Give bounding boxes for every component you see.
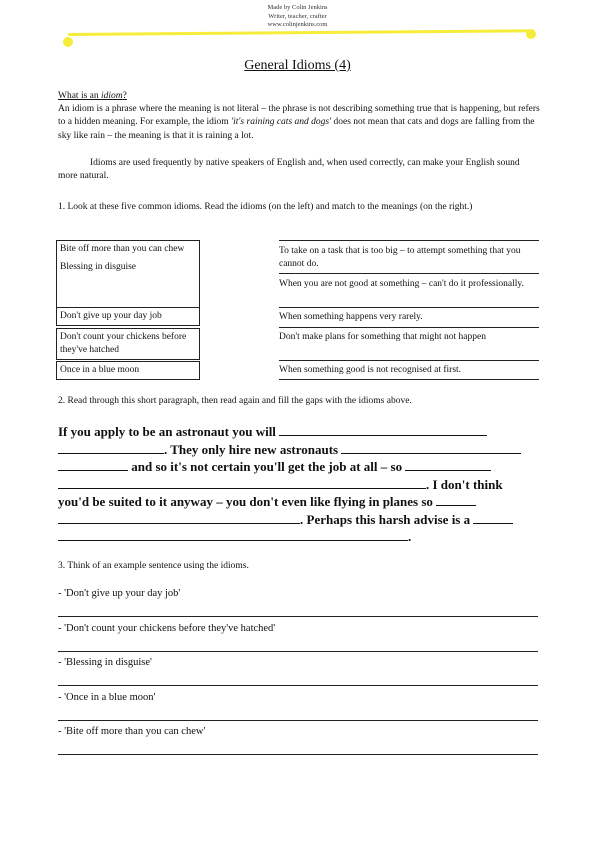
intro-paragraph: An idiom is a phrase where the meaning is not literal – the phrase is not describing something true that is happening, but refers to a hidden meaning. For example, the idiom 'it's raining cats and dogs' does not mean that cats and dogs are falling from the sky like rain – the meaning is that it is raining a lot. bbox=[58, 104, 540, 141]
sentence-prompt: - 'Blessing in disguise' bbox=[58, 657, 152, 668]
task1-instruction: 1. Look at these five common idioms. Read the idioms (on the left) and match to the meanings (on the right.) bbox=[58, 202, 473, 212]
meaning-divider bbox=[279, 273, 539, 274]
answer-line[interactable] bbox=[58, 754, 538, 755]
gap-fill-paragraph: If you apply to be an astronaut you will . They only hire new astronauts and so it's not certain you'll get the job at all – so . I don't think you'd be suited to it anyway – you don't even like flying in planes so . Perhaps this harsh advise is a . bbox=[58, 423, 540, 546]
sentence-prompt: - 'Don't give up your day job' bbox=[58, 588, 181, 599]
meaning-divider bbox=[279, 327, 539, 328]
idiom-item: Don't give up your day job bbox=[60, 311, 162, 321]
sentence-prompt: - 'Bite off more than you can chew' bbox=[58, 726, 206, 737]
intro-paragraph-2: Idioms are used frequently by native speakers of English and, when used correctly, can make your English sound more natural. bbox=[58, 158, 520, 182]
gap-blank[interactable] bbox=[58, 459, 128, 471]
header-accent-line bbox=[68, 29, 530, 36]
idiom-box-4 bbox=[56, 361, 200, 380]
credit-website: www.colinjenkins.com bbox=[267, 21, 328, 28]
idiom-box-2 bbox=[56, 307, 200, 326]
answer-line[interactable] bbox=[58, 685, 538, 686]
accent-dot-left bbox=[63, 37, 73, 47]
idiom-box-1 bbox=[56, 240, 200, 308]
intro-heading: What is an idiom? bbox=[58, 91, 127, 101]
gap-blank[interactable] bbox=[405, 459, 491, 471]
gap-blank[interactable] bbox=[279, 424, 487, 436]
credit-author: Made by Colin Jenkins bbox=[267, 4, 328, 11]
gap-blank[interactable] bbox=[58, 529, 408, 541]
idiom-item: Bite off more than you can chew bbox=[60, 244, 185, 254]
meaning-divider bbox=[279, 307, 539, 308]
credit-tagline: Writer, teacher, crafter bbox=[268, 12, 327, 20]
sentence-prompt: - 'Don't count your chickens before they've hatched' bbox=[58, 623, 276, 634]
meaning-divider bbox=[279, 240, 539, 241]
page-title: General Idioms (4) bbox=[244, 58, 351, 73]
gap-blank[interactable] bbox=[436, 494, 476, 506]
task3-instruction: 3. Think of an example sentence using the idioms. bbox=[58, 561, 249, 571]
meaning-item: When you are not good at something – can't do it professionally. bbox=[279, 279, 524, 289]
gap-blank[interactable] bbox=[473, 512, 513, 524]
meaning-divider bbox=[279, 379, 539, 380]
sentence-prompt: - 'Once in a blue moon' bbox=[58, 692, 156, 703]
accent-dot-right bbox=[526, 29, 536, 39]
gap-blank[interactable] bbox=[58, 512, 300, 524]
idiom-item: Once in a blue moon bbox=[60, 365, 140, 375]
meaning-item: To take on a task that is too big – to attempt something that you cannot do. bbox=[279, 246, 521, 269]
idiom-item: Don't count your chickens before they've hatched bbox=[60, 332, 187, 355]
answer-line[interactable] bbox=[58, 720, 538, 721]
task2-instruction: 2. Read through this short paragraph, then read again and fill the gaps with the idioms above. bbox=[58, 396, 412, 406]
meaning-item: When something good is not recognised at first. bbox=[279, 365, 462, 375]
meaning-item: Don't make plans for something that might not happen bbox=[279, 332, 486, 342]
meaning-item: When something happens very rarely. bbox=[279, 312, 423, 322]
answer-line[interactable] bbox=[58, 651, 538, 652]
idiom-item: Blessing in disguise bbox=[60, 262, 137, 272]
meaning-divider bbox=[279, 360, 539, 361]
gap-blank[interactable] bbox=[341, 442, 521, 454]
gap-blank[interactable] bbox=[58, 442, 164, 454]
idiom-box-3 bbox=[56, 328, 200, 360]
gap-blank[interactable] bbox=[58, 477, 426, 489]
answer-line[interactable] bbox=[58, 616, 538, 617]
